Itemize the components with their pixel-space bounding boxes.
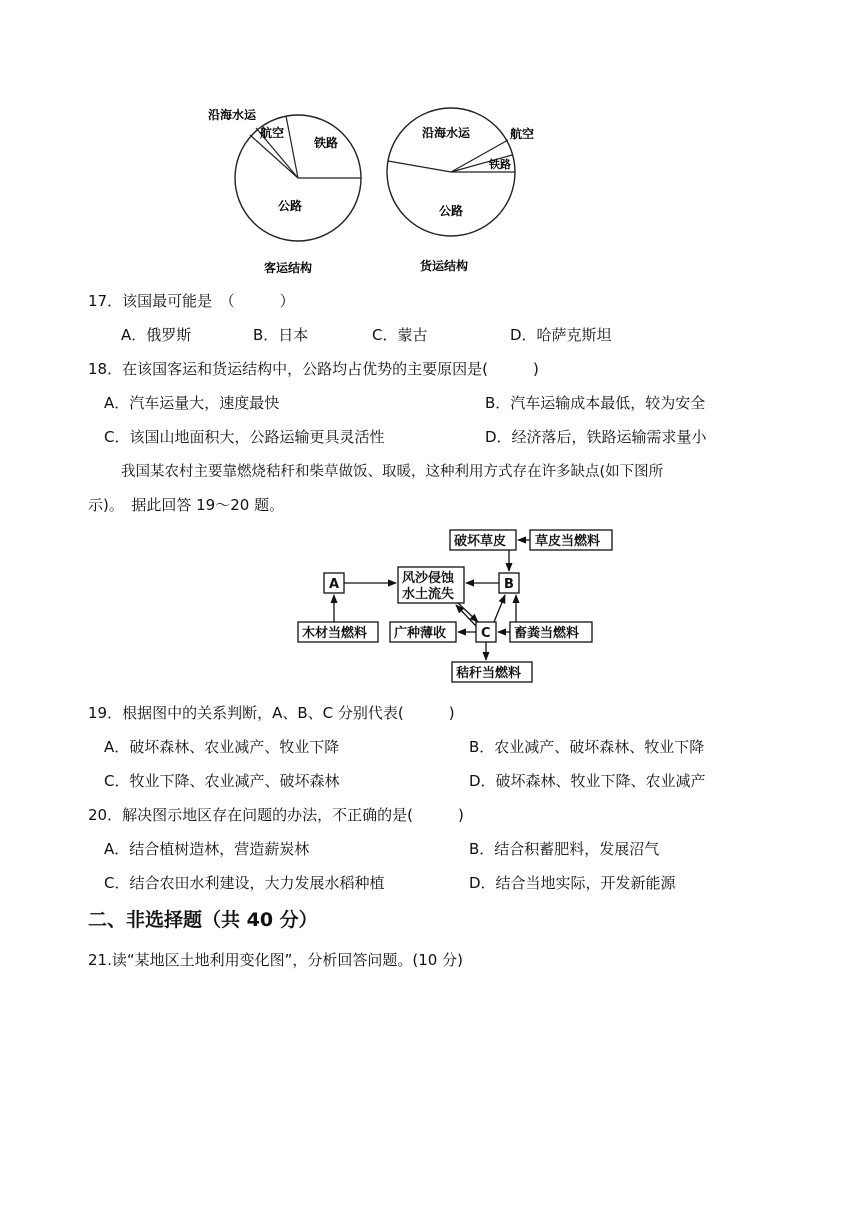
- q20-option-a: A．结合植树造林，营造薪炭林: [104, 840, 310, 858]
- node-b: B: [504, 577, 514, 592]
- q19-option-c: C．牧业下降、农业减产、破坏森林: [104, 772, 340, 790]
- q20-option-d: D．结合当地实际，开发新能源: [469, 874, 676, 892]
- freight-label-road: 公路: [439, 204, 464, 218]
- q20-stem: 20．解决图示地区存在问题的办法，不正确的是( ): [88, 806, 464, 824]
- passenger-caption: 客运结构: [264, 261, 313, 275]
- node-low-yield: 广种薄收: [394, 626, 447, 641]
- q18-stem: 18．在该国客运和货运结构中，公路均占优势的主要原因是( ): [88, 360, 539, 378]
- q20-option-c: C．结合农田水利建设，大力发展水稻种植: [104, 874, 385, 892]
- q19-option-b: B．农业减产、破坏森林、牧业下降: [469, 738, 705, 756]
- node-a: A: [329, 577, 340, 592]
- freight-label-rail: 铁路: [489, 158, 511, 171]
- node-dung-fuel: 畜粪当燃料: [514, 626, 580, 641]
- passenger-label-sea: 沿海水运: [208, 108, 257, 122]
- node-grass-fuel: 草皮当燃料: [535, 534, 601, 549]
- q17-option-b: B．日本: [253, 326, 309, 344]
- q18-option-d: D．经济落后，铁路运输需求量小: [485, 428, 707, 446]
- passenger-label-road: 公路: [278, 199, 303, 213]
- q20-option-b: B．结合积蓄肥料，发展沼气: [469, 840, 660, 858]
- q18-option-b: B．汽车运输成本最低，较为安全: [485, 394, 706, 412]
- freight-label-sea: 沿海水运: [422, 126, 471, 140]
- node-straw-fuel: 秸秆当燃料: [456, 666, 522, 681]
- freight-label-air: 航空: [510, 127, 535, 141]
- q18-option-c: C．该国山地面积大，公路运输更具灵活性: [104, 428, 385, 446]
- passenger-label-air: 航空: [260, 126, 285, 140]
- q17-option-a: A．俄罗斯: [121, 326, 192, 344]
- intro-line-1: 我国某农村主要靠燃烧秸秆和柴草做饭、取暖，这种利用方式存在许多缺点(如下图所: [121, 464, 664, 480]
- node-erosion-wind: 风沙侵蚀: [402, 571, 455, 586]
- q19-stem: 19．根据图中的关系判断，A、B、C 分别代表( ): [88, 704, 455, 722]
- fuel-impact-diagram: [290, 522, 630, 687]
- q17-option-c: C．蒙古: [372, 326, 428, 344]
- q19-option-d: D．破坏森林、牧业下降、农业减产: [469, 772, 706, 790]
- intro-line-2: 示)。 据此回答 19～20 题。: [88, 496, 285, 514]
- q17-stem: 17．该国最可能是 （ ）: [88, 292, 295, 310]
- q21-stem: 21.读“某地区土地利用变化图”，分析回答问题。(10 分): [88, 951, 463, 969]
- freight-pie: [387, 108, 534, 273]
- passenger-label-rail: 铁路: [314, 136, 339, 150]
- section-2-title: 二、非选择题（共 40 分）: [88, 909, 318, 931]
- q18-option-a: A．汽车运量大，速度最快: [104, 394, 280, 412]
- q19-option-a: A．破坏森林、农业减产、牧业下降: [104, 738, 340, 756]
- q17-option-d: D．哈萨克斯坦: [510, 326, 612, 344]
- passenger-pie: [208, 107, 361, 275]
- node-damage-grass: 破坏草皮: [454, 534, 507, 549]
- freight-caption: 货运结构: [420, 259, 469, 273]
- node-wood-fuel: 木材当燃料: [302, 626, 368, 641]
- node-erosion-water: 水土流失: [402, 587, 455, 602]
- node-c: C: [481, 626, 491, 641]
- transport-pie-charts: [190, 95, 570, 285]
